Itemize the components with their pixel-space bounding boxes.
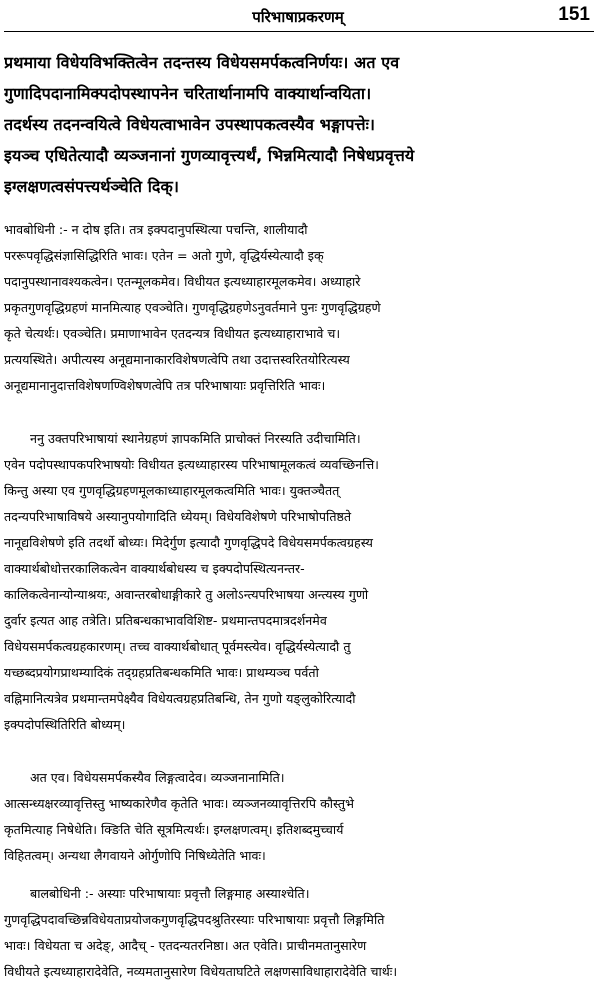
commentary-line: यच्छब्दप्रयोगप्राथम्यादिकं तद्ग्रहप्रतिबन्धकमिति भावः। प्राथम्यञ्च पर्वतो [4,665,319,680]
commentary-line: भावः। विधेयता च अदेङ्, आदैच् - एतदन्यतरनिष्ठा। अत एवेति। प्राचीनमतानुसारेण [4,938,367,953]
page-header [4,4,592,30]
commentary-line: अत एव। विधेयसमर्पकस्यैव लिङ्गत्वादेव। व्यञ्जनानामिति। [30,770,285,785]
balabodhini-paragraph [4,881,594,985]
sutra-line: प्रथमाया विधेयविभक्तित्वेन तदन्तस्य विधेयसमर्पकत्वनिर्णयः। अत एव [4,53,400,72]
commentary-line: वह्निमानित्यत्रेव प्रथमान्तमपेक्ष्यैव विधेयत्वग्रहप्रतिबन्धि, तेन गुणो यङ्लुकोरित्यादौ [4,691,356,706]
sutra-line: तदर्थस्य तदनन्वयित्वे विधेयत्वाभावेन उपस्थापकत्वस्यैव भङ्गापत्तेः। [4,115,376,134]
commentary-line: तदन्यपरिभाषाविषये अस्यानुपयोगादिति ध्येयम्। विधेयविशेषणे परिभाषोपतिष्ठते [4,509,352,524]
commentary-line: प्रत्ययस्थिते। अपीत्यस्य अनूद्यमानाकारविशेषणत्वेपि तथा उदात्तस्वरितयोरित्यस्य [4,352,350,367]
sutra-line: गुणादिपदानामिक्पदोपस्थापनेन चरितार्थानामपि वाक्यार्थान्वयिता। [4,84,372,103]
commentary-line: विधीयते इत्यध्याहारादेवेति, नव्यमतानुसारेण विधेयताघटिते लक्षणसाविधाहारादेवेति चार्थः। [4,964,398,979]
commentary-line: गुणवृद्धिपदावच्छिन्नविधेयताप्रयोजकगुणवृद्धिपदश्रुतिरस्याः परिभाषायाः प्रवृत्तौ लिङ्गमिति [4,912,385,927]
commentary-line: किन्तु अस्या एव गुणवृद्धिग्रहणमूलकाध्याहारमूलकत्वमिति भावः। युक्तञ्चैतत् [4,483,340,498]
commentary-line: वाक्यार्थबोधोत्तरकालिकत्वेन वाक्यार्थबोधस्य च इक्पदोपस्थित्यनन्तर- [4,561,305,576]
commentary-line: पदानुपस्थानावश्यकत्वेन। एतन्मूलकमेव। विधीयत इत्यध्याहारमूलकमेव। अध्याहारे [4,274,361,289]
running-head: परिभाषाप्रकरणम् [252,8,344,26]
commentary-line: कालिकत्वेनान्योन्याश्रयः, अवान्तरबोधाङ्गीकारे तु अलोऽन्त्यपरिभाषया अन्त्यस्य गुणो [4,587,369,602]
commentary-line: पररूपवृद्धिसंज्ञासिद्धिरिति भावः। एतेन = अतो गुणे, वृद्धिर्यस्येत्यादौ इक् [4,248,324,263]
commentary-line: विहितत्वम्। अन्यथा लैगवायने ओर्गुणोपि निषिध्येतेति भावः। [4,848,266,863]
header-rule [4,31,594,32]
commentary-paragraph-3 [4,765,594,869]
bhavabodhini-paragraph [4,217,594,399]
commentary-line: आत्सन्ध्यक्षरव्यावृत्तिस्तु भाष्यकारेणैव कृतेति भावः। व्यञ्जनव्यावृत्तिरपि कौस्तुभे [4,796,354,811]
sutra-paragraph [4,47,594,202]
sutra-line: इयञ्च एधितेत्यादौ व्यञ्जनानां गुणव्यावृत्त्यर्थं, भिन्नमित्यादौ निषेधप्रवृत्तये [4,146,415,165]
commentary-line: इक्पदोपस्थितिरिति बोध्यम्। [4,717,126,732]
commentary-line: कृते चेत्यर्थः। एवञ्चेति। प्रमाणाभावेन एतदन्यत्र विधीयत इत्यध्याहाराभावे च। [4,326,341,341]
commentary-line: नानूद्यविशेषणे इति तदर्थो बोध्यः। मिदेर्गुण इत्यादौ गुणवृद्धिपदे विधेयसमर्पकत्वग्रहस्य [4,535,373,550]
commentary-line: एवेन पदोपस्थापकपरिभाषयोः विधीयत इत्यध्याहारस्य परिभाषामूलकत्वं व्यवच्छिनत्ति। [4,457,379,472]
commentary-line: प्रकृतगुणवृद्धिग्रहणं मानमित्याह एवञ्चेति। गुणवृद्धिग्रहणेऽनुवर्तमाने पुनः गुणवृद्धिग्रहणे [4,300,381,315]
commentary-line: ननु उक्तपरिभाषायां स्थानेग्रहणं ज्ञापकमिति प्राचोक्तं निरस्यति उदीचामिति। [30,431,361,446]
sutra-line: इग्लक्षणत्वसंपत्त्यर्थञ्चेति दिक्। [4,177,180,196]
commentary-line: दुर्वार इत्यत आह तत्रेति। प्रतिबन्धकाभावविशिष्ट- प्रथमान्तपदमात्रदर्शनमेव [4,613,327,628]
commentary-line: विधेयसमर्पकत्वग्रहकारणम्। तच्च वाक्यार्थबोधात् पूर्वमस्त्येव। वृद्धिर्यस्येत्यादौ तु [4,639,351,654]
page-number: 151 [558,4,590,25]
commentary-paragraph-2 [4,426,594,738]
commentary-line: भावबोधिनी :- न दोष इति। तत्र इक्पदानुपस्थित्या पचन्ति, शालीयादौ [4,222,308,237]
commentary-line: बालबोधिनी :- अस्याः परिभाषायाः प्रवृत्तौ लिङ्गमाह अस्याश्चेति। [30,886,310,901]
commentary-line: कृतमित्याह निषेधेति। क्ङिति चेति सूत्रमित्यर्थः। इग्लक्षणत्वम्। इतिशब्दमुच्चार्य [4,822,344,837]
commentary-line: अनूद्यमानानुदात्तविशेषणण्विशेषणत्वेपि तत्र परिभाषायाः प्रवृत्तिरिति भावः। [4,378,326,393]
